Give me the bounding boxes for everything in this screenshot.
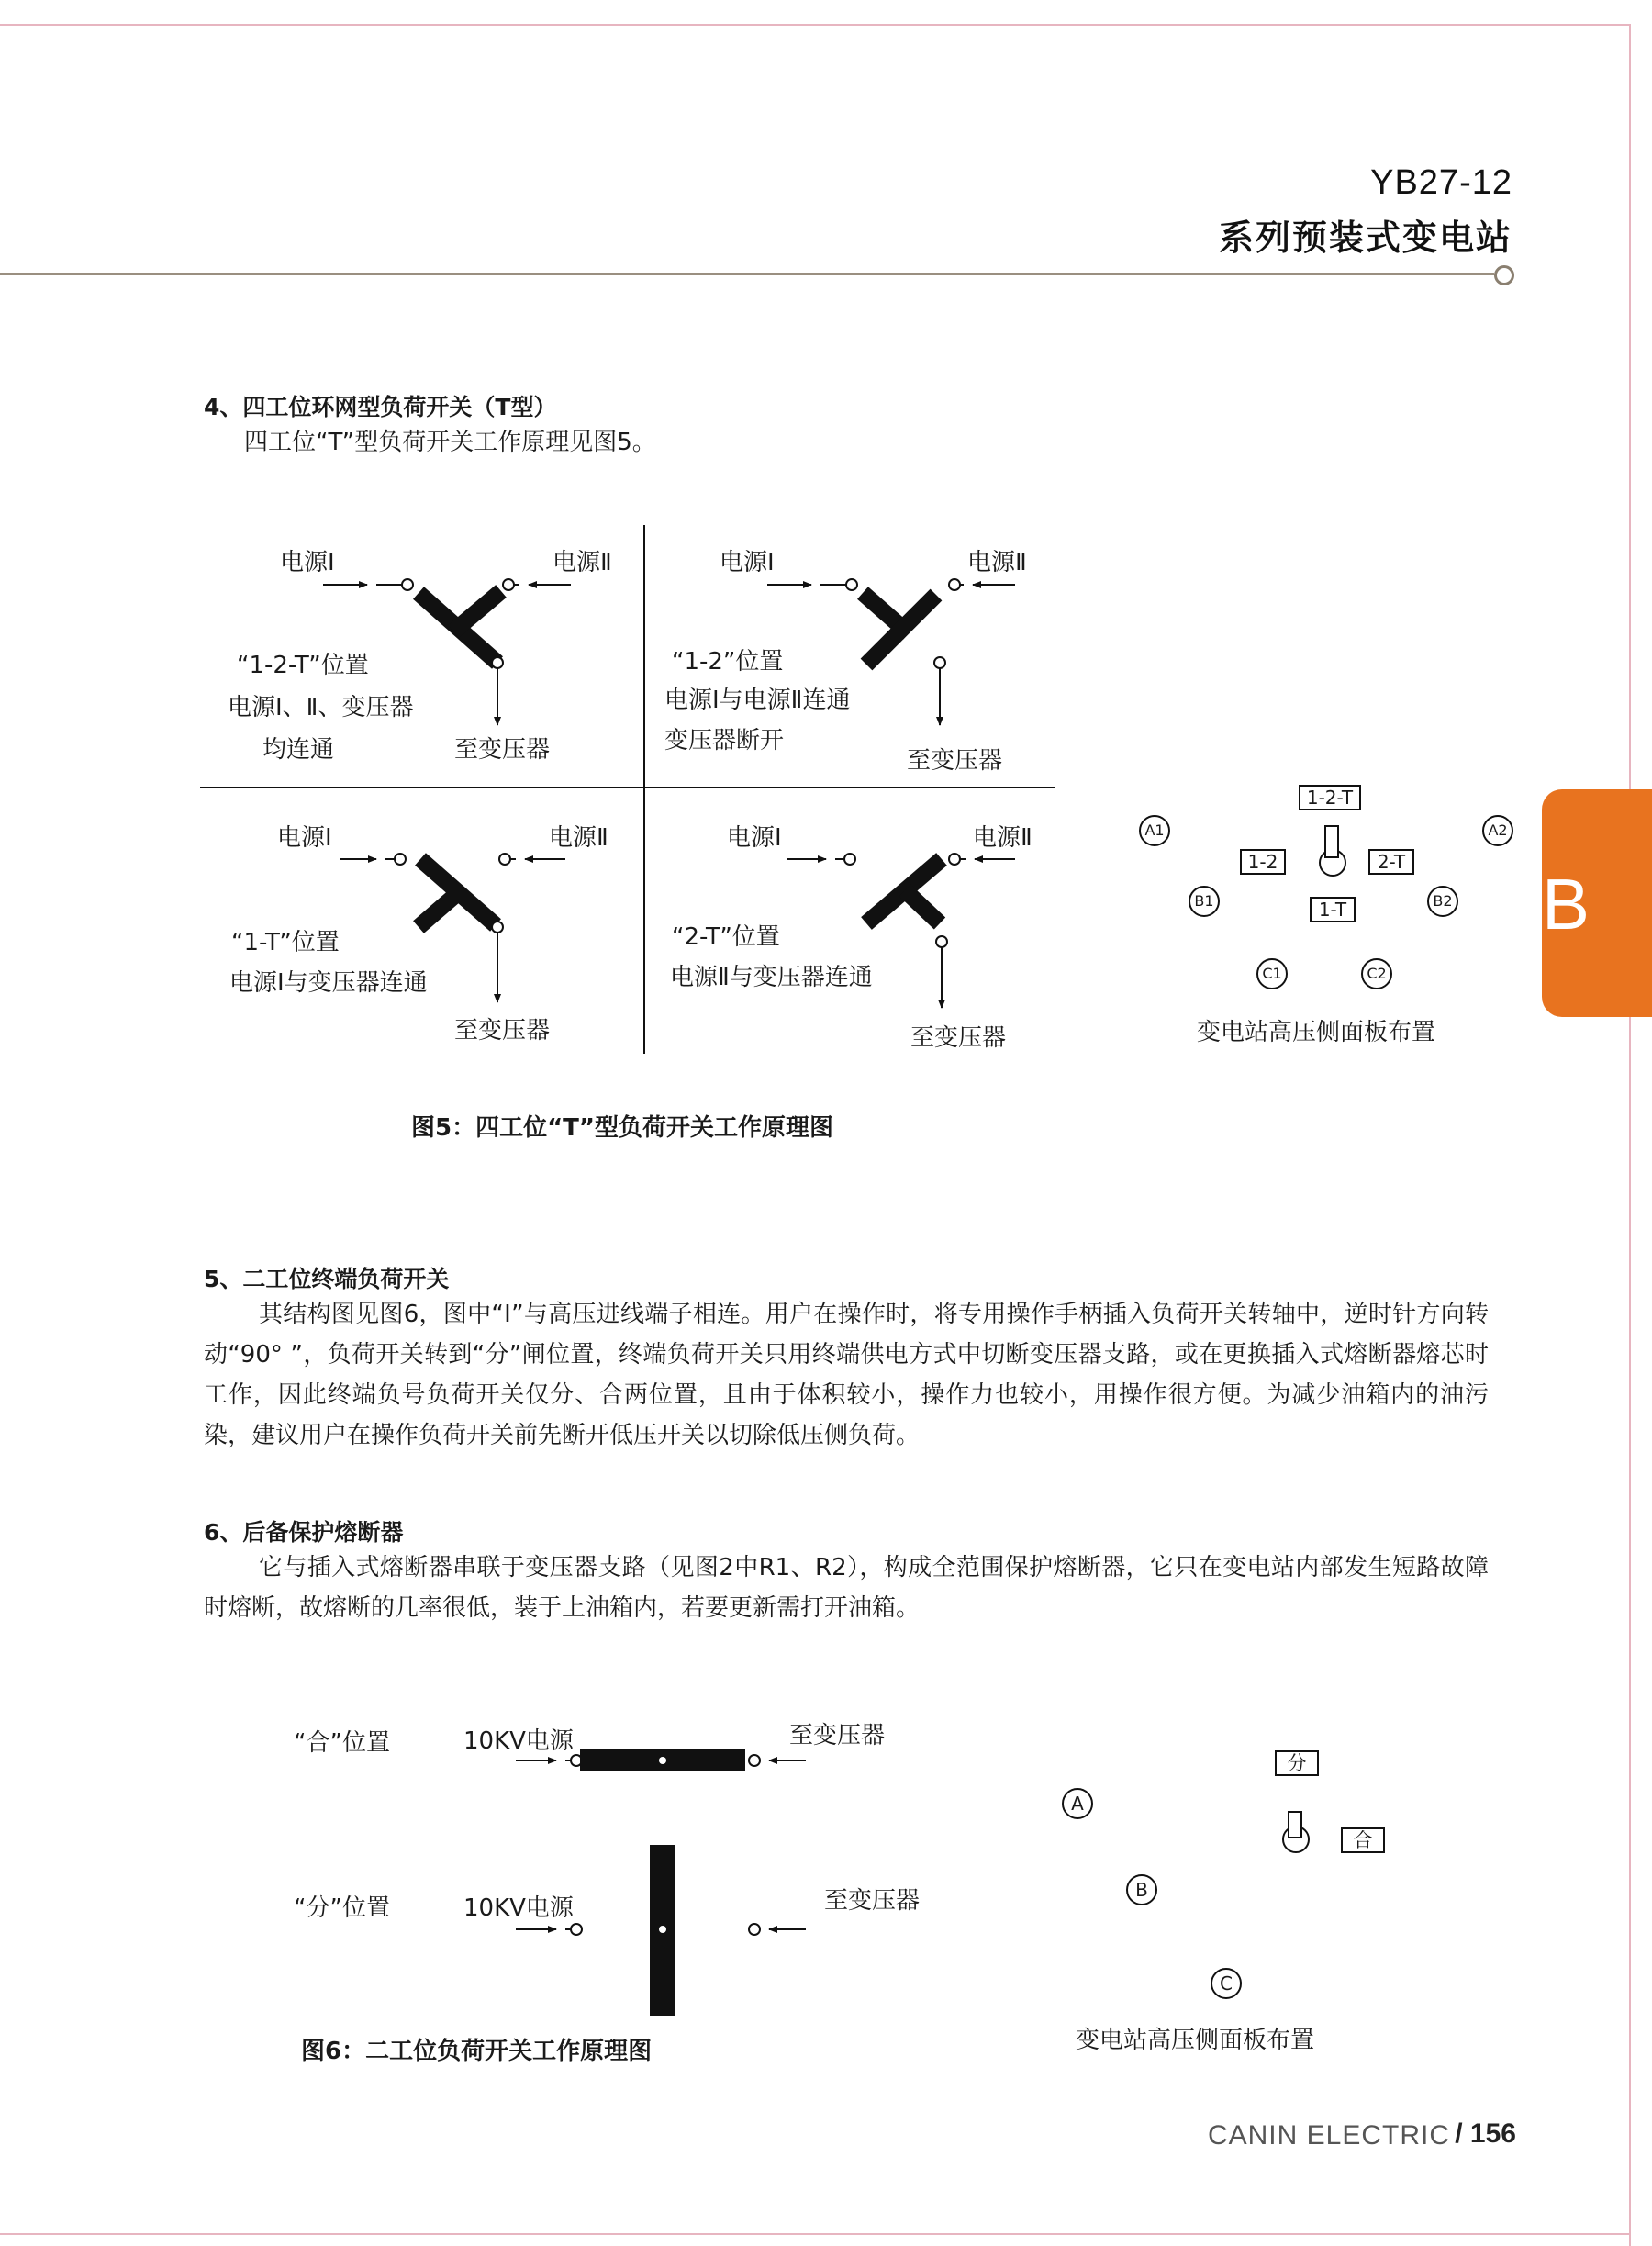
fig5-q4-source2: 电源Ⅱ — [973, 824, 1032, 852]
fig6-close-to-transformer: 至变压器 — [789, 1722, 886, 1749]
header-model: YB27-12 — [1370, 163, 1512, 202]
panel5-b2: B2 — [1433, 892, 1453, 910]
fig5-q3-position: “1-T”位置 — [231, 929, 340, 956]
fig6-open-switch — [516, 1845, 806, 2016]
fig5-q3-source2: 电源Ⅱ — [549, 824, 608, 852]
panel6-b: B — [1135, 1879, 1148, 1901]
footer-brand: CANIN ELECTRIC — [1207, 2120, 1450, 2151]
fig5-caption: 图5：四工位“T”型负荷开关工作原理图 — [411, 1114, 834, 1142]
fig5-q4-to-transformer: 至变压器 — [910, 1024, 1007, 1052]
fig5-q2-source2: 电源Ⅱ — [967, 549, 1027, 576]
header-title: 系列预装式变电站 — [1218, 218, 1512, 258]
fig6-open-to-transformer: 至变压器 — [824, 1887, 921, 1915]
panel6-a: A — [1071, 1793, 1084, 1815]
panel5-caption: 变电站高压侧面板布置 — [1197, 1019, 1436, 1046]
panel6-c: C — [1220, 1972, 1233, 1995]
fig5-q1-to-transformer: 至变压器 — [454, 736, 551, 764]
panel6-layout — [1063, 1751, 1384, 1998]
footer-page-number: / 156 — [1455, 2118, 1516, 2149]
panel5-pos-1t: 1-T — [1318, 899, 1347, 921]
fig5-q2-to-transformer: 至变压器 — [907, 747, 1003, 775]
panel5-a1: A1 — [1144, 821, 1165, 839]
panel6-open-label: 分 — [1287, 1752, 1307, 1774]
panel5-b1: B1 — [1194, 892, 1214, 910]
section5-heading: 5、二工位终端负荷开关 — [204, 1266, 450, 1292]
fig6-caption: 图6：二工位负荷开关工作原理图 — [301, 2038, 653, 2065]
fig5-q1-position: “1-2-T”位置 — [237, 652, 369, 679]
fig5-q1-desc1: 电源Ⅰ、Ⅱ、变压器 — [228, 694, 414, 721]
panel5-pos-12: 1-2 — [1247, 851, 1278, 873]
fig5-q3-source1: 电源Ⅰ — [277, 824, 332, 852]
fig6-open-source: 10KV电源 — [463, 1894, 574, 1922]
panel5-pos-2t: 2-T — [1377, 851, 1406, 873]
panel5-layout — [1140, 786, 1512, 989]
fig5-q4-source1: 电源Ⅰ — [727, 824, 782, 852]
section6-heading: 6、后备保护熔断器 — [204, 1519, 404, 1546]
section4-heading: 4、四工位环网型负荷开关（T型） — [204, 394, 557, 420]
fig5-q3-to-transformer: 至变压器 — [454, 1017, 551, 1045]
section-tab-letter: B — [1542, 864, 1591, 944]
fig5-q2-desc2: 变压器断开 — [664, 727, 785, 754]
panel6-close-label: 合 — [1353, 1829, 1373, 1851]
fig5-q4-position: “2-T”位置 — [672, 923, 780, 951]
panel5-c1: C1 — [1262, 965, 1282, 982]
fig5-q3-desc1: 电源Ⅰ与变压器连通 — [229, 969, 428, 997]
fig5-q2-desc1: 电源Ⅰ与电源Ⅱ连通 — [664, 687, 851, 714]
panel5-a2: A2 — [1488, 821, 1508, 839]
panel5-pos-12t: 1-2-T — [1306, 787, 1354, 809]
fig6-close-position: “合”位置 — [294, 1729, 390, 1757]
fig5-q2-position: “1-2”位置 — [672, 648, 784, 676]
panel6-caption: 变电站高压侧面板布置 — [1076, 2027, 1315, 2054]
fig5-q4-desc1: 电源Ⅱ与变压器连通 — [670, 964, 873, 991]
panel5-c2: C2 — [1367, 965, 1387, 982]
fig6-close-source: 10KV电源 — [463, 1727, 574, 1755]
fig6-open-position: “分”位置 — [294, 1894, 390, 1922]
fig5-q1-desc2: 均连通 — [262, 736, 335, 764]
section6-body: 它与插入式熔断器串联于变压器支路（见图2中R1、R2），构成全范围保护熔断器，它只在变电站内部发生短路故障时熔断，故熔断的几率很低，装于上油箱内，若要更新需打开油箱。 — [204, 1554, 1489, 1622]
section4-intro: 四工位“T”型负荷开关工作原理见图5。 — [244, 429, 656, 456]
fig5-q2-source1: 电源Ⅰ — [720, 549, 775, 576]
fig5-q1-source2: 电源Ⅱ — [553, 549, 612, 576]
fig5-q1-source1: 电源Ⅰ — [280, 549, 335, 576]
section5-body: 其结构图见图6，图中“Ⅰ”与高压进线端子相连。用户在操作时，将专用操作手柄插入负荷开关转轴中，逆时针方向转动“90° ”，负荷开关转到“分”闸位置，终端负荷开关只用终端供电方式中切断变压器支路，或在更换插入式熔断器熔芯时工作，因此终端负号负荷开关仅分、合两位置，且由于体积较小，操作力也较小，用操作很方便。为减少油箱内的油污染，建议用户在操作负荷开关前先断开低压开关以切除低压侧负荷。 — [204, 1301, 1489, 1449]
